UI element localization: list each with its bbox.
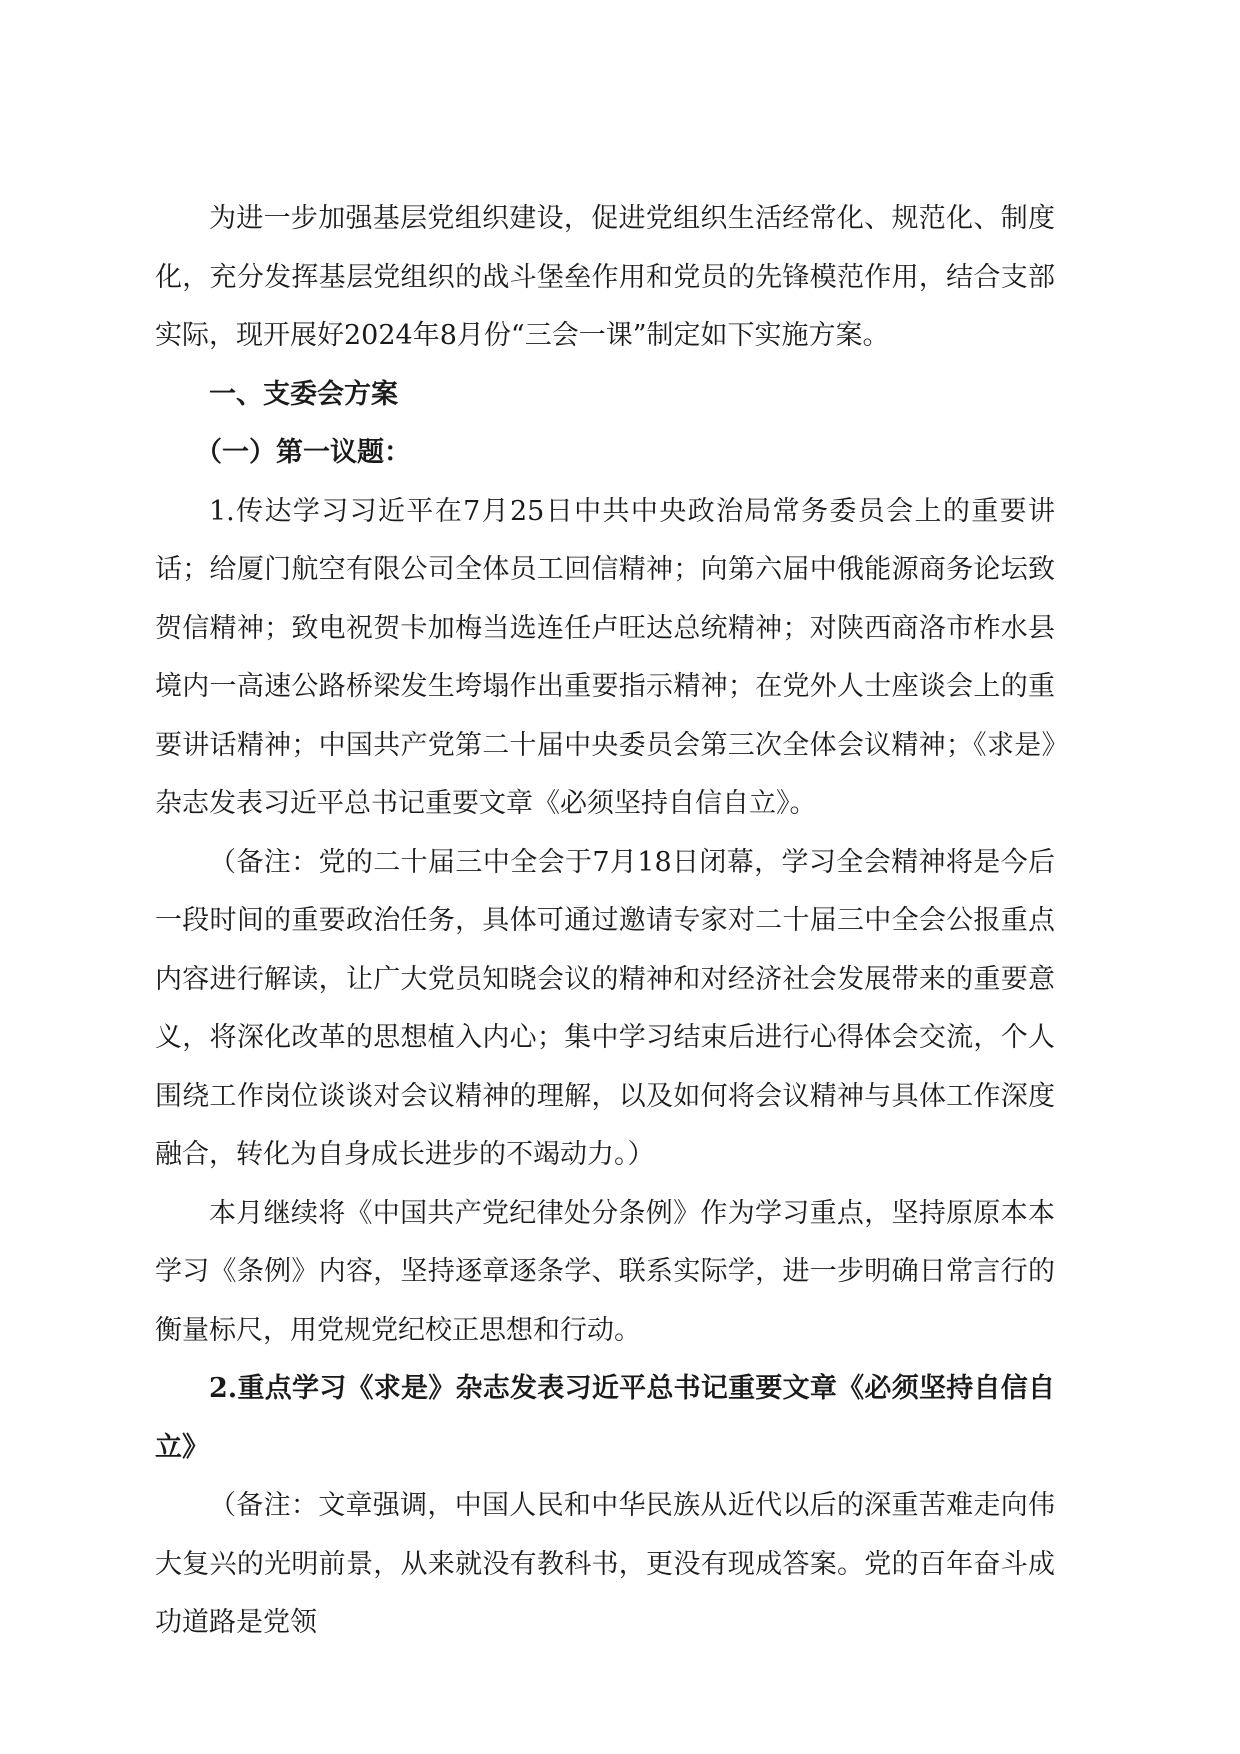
intro-paragraph: 为进一步加强基层党组织建设，促进党组织生活经常化、规范化、制度化，充分发挥基层党组织的战斗堡垒作用和党员的先锋模范作用，结合支部实际，现开展好2024年8月份“三会一课”制定如下实施方案。: [155, 203, 1055, 351]
section-1-heading: 一、支委会方案: [209, 378, 398, 410]
item-1-paragraph: 1.传达学习习近平在7月25日中共中央政治局常务委员会上的重要讲话；给厦门航空有限公司全体员工回信精神；向第六届中俄能源商务论坛致贺信精神；致电祝贺卡加梅当选连任卢旺达总统精神；对陕西商洛市柞水县境内一高速公路桥梁发生垮塌作出重要指示精神；在党外人士座谈会上的重要讲话精神；中国共产党第二十届中央委员会第三次全体会议精神；《求是》杂志发表习近平总书记重要文章《必须坚持自信自立》。: [155, 495, 1055, 819]
subsection-1-heading: （一）第一议题：: [195, 437, 411, 468]
document-body: [155, 190, 1055, 1653]
note-1-paragraph: （备注：党的二十届三中全会于7月18日闭幕，学习全会精神将是今后一段时间的重要政治任务，具体可通过邀请专家对二十届三中全会公报重点内容进行解读，让广大党员知晓会议的精神和对经济社会发展带来的重要意义，将深化改革的思想植入内心；集中学习结束后进行心得体会交流，个人围绕工作岗位谈谈对会议精神的理解，以及如何将会议精神与具体工作深度融合，转化为自身成长进步的不竭动力。）: [155, 846, 1055, 1170]
note-2-paragraph: （备注：文章强调，中国人民和中华民族从近代以后的深重苦难走向伟大复兴的光明前景，从来就没有教科书，更没有现成答案。党的百年奋斗成功道路是党领: [155, 1490, 1055, 1638]
discipline-paragraph: 本月继续将《中国共产党纪律处分条例》作为学习重点，坚持原原本本学习《条例》内容，坚持逐章逐条学、联系实际学，进一步明确日常言行的衡量标尺，用党规党纪校正思想和行动。: [155, 1197, 1055, 1346]
item-2-heading: 2.重点学习《求是》杂志发表习近平总书记重要文章《必须坚持自信自立》: [155, 1373, 1055, 1463]
